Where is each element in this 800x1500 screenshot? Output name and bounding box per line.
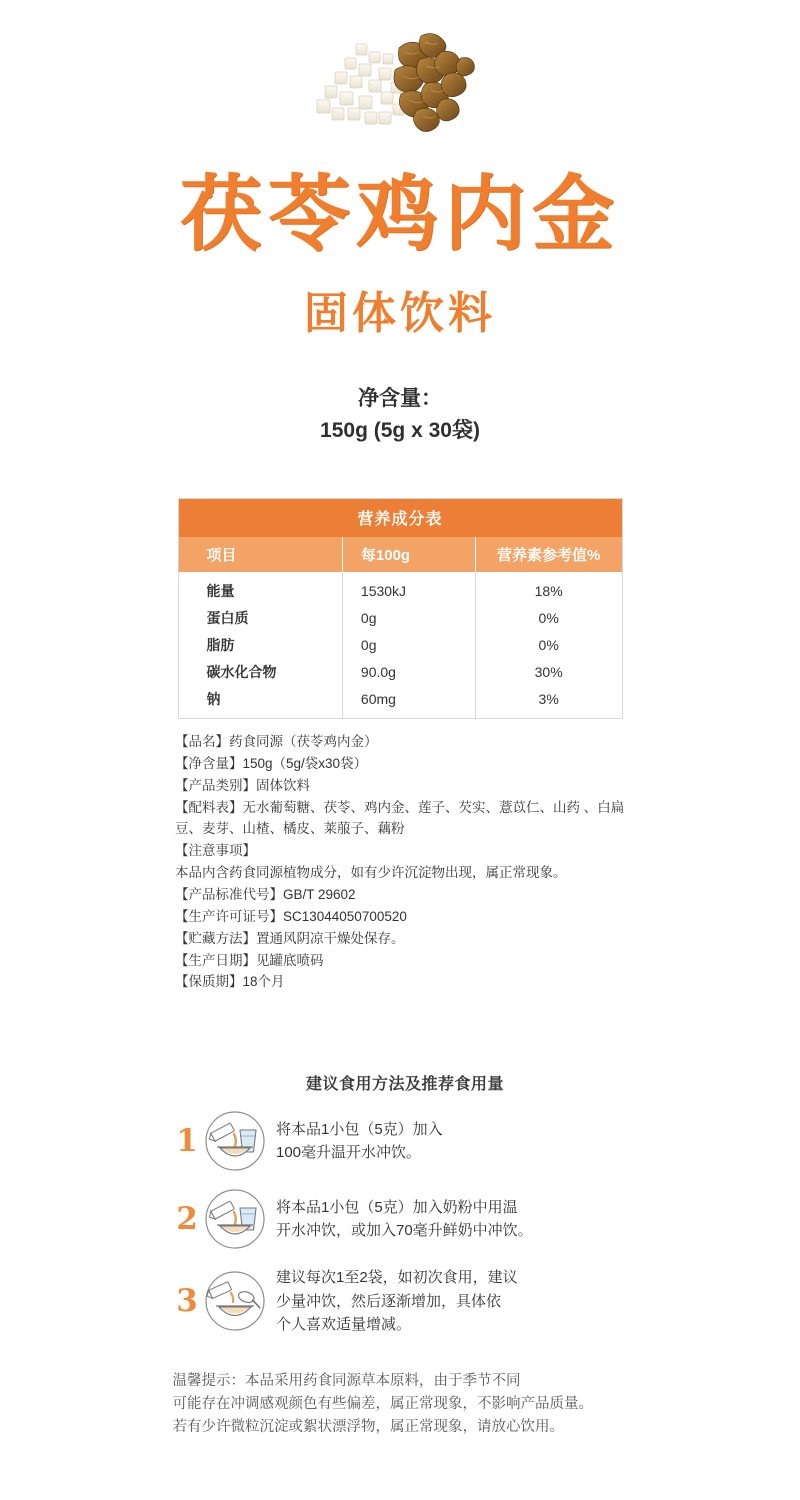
nutrition-nrv: 18% <box>534 582 563 599</box>
nutrition-nrv: 3% <box>538 690 559 707</box>
tip-line: 温馨提示：本品采用药食同源草本原料，由于季节不同 <box>172 1373 521 1390</box>
product-title: 茯苓鸡内金 <box>179 166 620 262</box>
nutrition-nrv: 30% <box>534 663 563 680</box>
cup-pour-icon <box>204 1188 266 1250</box>
tip-line: 若有少许微粒沉淀或絮状漂浮物，属正常现象，请放心饮用。 <box>172 1419 564 1436</box>
warm-tips <box>173 1370 628 1440</box>
spec-line: 【生产许可证号】SC13044050700520 <box>175 908 407 924</box>
net-weight-label: 净含量： <box>358 387 442 410</box>
nutrition-table <box>179 537 622 718</box>
nutrition-amount: 1530kJ <box>342 572 475 604</box>
step-text: 建议每次1至2袋，如初次食用，建议 少量冲饮，然后逐渐增加，具体依 个人喜欢适量增减。 <box>276 1269 518 1333</box>
table-row <box>179 572 622 604</box>
nutrition-table-title: 营养成分表 <box>179 499 622 537</box>
cup-pour-icon <box>204 1110 266 1172</box>
spec-line: 【产品类别】固体饮料 <box>175 777 310 793</box>
table-row <box>179 631 622 658</box>
step-text: 将本品1小包（5克）加入 100毫升温开水冲饮。 <box>276 1121 443 1162</box>
hero-image <box>0 0 800 165</box>
net-weight-value: 150g (5g x 30袋) <box>320 418 480 442</box>
table-header-row <box>179 537 622 572</box>
net-weight-block <box>0 383 800 446</box>
nutrition-item: 脂肪 <box>206 636 235 653</box>
spoon-bowl-icon <box>204 1270 266 1332</box>
spec-line: 【配料表】无水葡萄糖、茯苓、鸡内金、莲子、芡实、薏苡仁、山药 、白扁 <box>175 799 625 815</box>
nutrition-facts-table <box>178 498 623 719</box>
table-row <box>179 685 622 718</box>
nutrition-item: 能量 <box>206 582 235 599</box>
usage-step <box>170 1110 630 1172</box>
usage-step <box>170 1188 630 1250</box>
spec-line: 本品内含药食同源植物成分，如有少许沉淀物出现，属正常现象。 <box>175 865 567 881</box>
usage-step <box>170 1266 630 1336</box>
nutrition-amount: 60mg <box>342 685 475 718</box>
ingredients-photo-icon <box>295 8 505 158</box>
nutrition-nrv: 0% <box>538 609 559 626</box>
spec-line: 豆、麦芽、山楂、橘皮、莱菔子、藕粉 <box>175 821 405 837</box>
spec-line: 【净含量】150g（5g/袋x30袋） <box>175 755 368 771</box>
spec-line: 【品名】药食同源（茯苓鸡内金） <box>175 734 378 749</box>
step-number: 1 <box>176 1123 198 1160</box>
nutrition-header-per100g: 每100g <box>342 537 475 572</box>
nutrition-amount: 90.0g <box>342 658 475 685</box>
nutrition-header-nrv: 营养素参考值% <box>475 537 621 572</box>
nutrition-header-item: 项目 <box>179 537 343 572</box>
nutrition-item: 钠 <box>206 690 221 707</box>
spec-line: 【生产日期】见罐底喷码 <box>175 952 324 968</box>
tip-line: 可能存在冲调感观颜色有些偏差，属正常现象，不影响产品质量。 <box>172 1396 593 1413</box>
nutrition-amount: 0g <box>342 604 475 631</box>
nutrition-item: 碳水化合物 <box>206 663 277 680</box>
nutrition-amount: 0g <box>342 631 475 658</box>
spec-line: 【注意事项】 <box>175 843 256 859</box>
step-number: 2 <box>176 1201 198 1238</box>
nutrition-nrv: 0% <box>538 636 559 653</box>
product-subtitle: 固体饮料 <box>304 289 496 338</box>
product-spec-list <box>175 731 625 993</box>
table-row <box>179 604 622 631</box>
table-row <box>179 658 622 685</box>
step-text: 将本品1小包（5克）加入奶粉中用温 开水冲饮，或加入70毫升鲜奶中冲饮。 <box>276 1199 533 1240</box>
spec-line: 【贮藏方法】置通风阴凉干燥处保存。 <box>175 930 405 946</box>
spec-line: 【保质期】18个月 <box>175 974 285 990</box>
usage-section <box>170 1071 630 1336</box>
usage-title: 建议食用方法及推荐食用量 <box>305 1076 504 1094</box>
step-number: 3 <box>176 1283 198 1320</box>
spec-line: 【产品标准代号】GB/T 29602 <box>175 887 356 903</box>
nutrition-item: 蛋白质 <box>206 609 249 626</box>
